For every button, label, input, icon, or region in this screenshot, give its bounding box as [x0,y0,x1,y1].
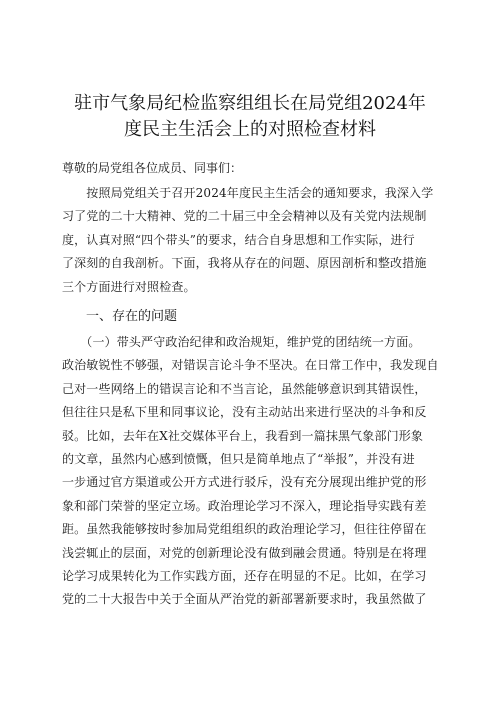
intro-paragraph [62,182,440,299]
body-line: 的文章，虽然内心感到愤慨，但只是简单地点了“举报”，并没有进 [62,451,415,466]
body-line: 己对一些网络上的错误言论和不当言论，虽然能够意识到其错误性， [62,381,427,396]
body-line: 驳。比如，去年在X社交媒体平台上，我看到一篇抹黑气象部门形象 [62,428,424,443]
intro-line: 三个方面进行对照检查。 [62,279,196,294]
body-line: 但往往只是私下里和同事议论，没有主动站出来进行坚决的斗争和反 [62,405,427,420]
body-line: 浅尝辄止的层面，对党的创新理论没有做到融会贯通。特别是在将理 [62,545,427,560]
document-title-line2: 度民主生活会上的对照检查材料 [124,119,376,140]
body-line: 距。虽然我能够按时参加局党组组织的政治理论学习，但往往停留在 [62,522,427,537]
body-line: （一）带头严守政治纪律和政治规矩，维护党的团结统一方面。 [62,335,421,349]
body-line: 象和部门荣誉的坚定立场。政治理论学习不深入，理论指导实践有差 [62,498,427,513]
body-line: 政治敏锐性不够强，对错误言论斗争不坚决。在日常工作中，我发现自 [62,358,439,373]
document-title-line1: 驻市气象局纪检监察组组长在局党组2024年 [74,93,426,114]
section-heading: 一、存在的问题 [86,309,178,324]
body-line: 党的二十大报告中关于全面从严治党的新部署新要求时，我虽然做了 [62,592,427,607]
salutation: 尊敬的局党组各位成员、同事们： [62,161,243,175]
intro-line: 按照局党组关于召开2024年度民主生活会的通知要求，我深入学 [62,186,434,200]
intro-line: 了深刻的自我剖析。下面，我将从存在的问题、原因剖析和整改措施 [62,256,427,271]
intro-line: 习了党的二十大精神、党的二十届三中全会精神以及有关党内法规制 [62,209,427,224]
body-line: 一步通过官方渠道或公开方式进行驳斥，没有充分展现出维护党的形 [62,475,427,490]
body-line: 论学习成果转化为工作实践方面，还存在明显的不足。比如，在学习 [62,568,427,583]
section1-paragraph [62,331,440,612]
intro-line: 度，认真对照“四个带头”的要求，结合自身思想和工作实际，进行 [62,232,415,247]
